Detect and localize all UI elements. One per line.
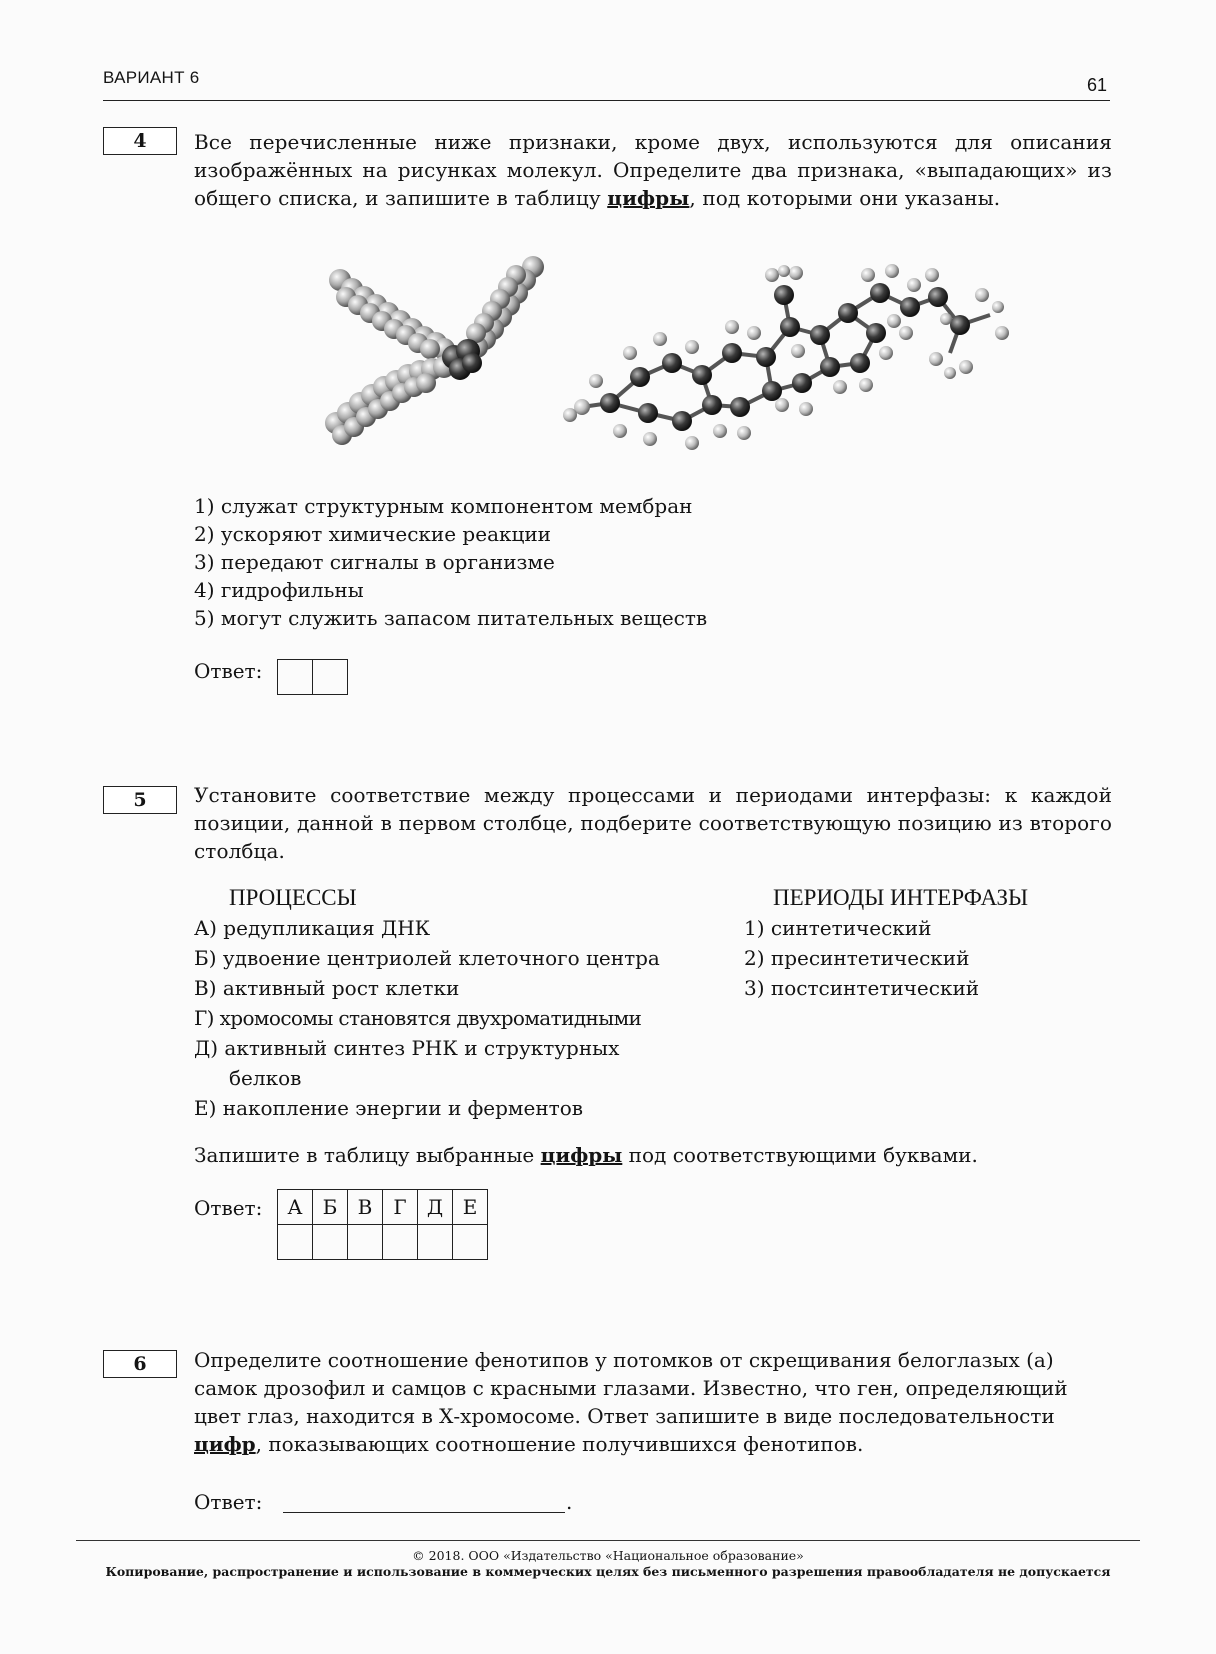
question-4-number: 4 <box>103 127 177 155</box>
header-divider <box>103 100 1110 101</box>
process-b: Б) удвоение центриолей клеточного центра <box>194 946 660 970</box>
footer-divider <box>76 1540 1140 1541</box>
period-2: 2) пресинтетический <box>744 946 970 970</box>
q4-answer-cell-2[interactable] <box>313 660 348 695</box>
lipid-molecule <box>325 256 544 445</box>
q4-option-5: 5) могут служить запасом питательных веществ <box>194 606 708 630</box>
footer-copyright: © 2018. ООО «Издательство «Национальное образование» <box>412 1548 804 1563</box>
process-d: Д) активный синтез РНК и структурных <box>194 1036 620 1060</box>
q5-answer-label: Ответ: <box>194 1196 263 1220</box>
q5-answer-cell-v[interactable] <box>348 1225 383 1260</box>
question-5-number: 5 <box>103 786 177 814</box>
q5-instruction-after: под соответствующими буквами. <box>622 1143 978 1167</box>
steroid-molecule <box>563 264 1009 450</box>
q4-answer-label: Ответ: <box>194 659 263 683</box>
process-d-continued: белков <box>229 1066 302 1090</box>
q6-line-4 <box>194 1430 863 1458</box>
q6-line-1: Определите соотношение фенотипов у потомков от скрещивания белоглазых (а) <box>194 1348 1054 1372</box>
q5-letter-g: Г <box>383 1190 418 1225</box>
q5-answer-cell-e[interactable] <box>453 1225 488 1260</box>
q5-letter-v: В <box>348 1190 383 1225</box>
q6-answer-tail: . <box>566 1490 573 1514</box>
page-number: 61 <box>1087 75 1108 95</box>
q4-text-after: , под которыми они указаны. <box>689 186 1001 210</box>
q5-instruction <box>194 1141 978 1169</box>
process-v: В) активный рост клетки <box>194 976 460 1000</box>
q4-option-3: 3) передают сигналы в организме <box>194 550 555 574</box>
process-g: Г) хромосомы становятся двухроматидными <box>194 1006 642 1030</box>
q4-option-2: 2) ускоряют химические реакции <box>194 522 552 546</box>
variant-label: ВАРИАНТ 6 <box>103 68 200 87</box>
q6-answer-line[interactable] <box>283 1512 565 1513</box>
process-a: А) редупликация ДНК <box>194 916 431 940</box>
q4-option-1: 1) служат структурным компонентом мембран <box>194 494 693 518</box>
q4-option-4: 4) гидрофильны <box>194 578 364 602</box>
q5-instruction-emph: цифры <box>540 1143 623 1167</box>
period-3: 3) постсинтетический <box>744 976 980 1000</box>
q5-letter-d: Д <box>418 1190 453 1225</box>
q5-letter-a: А <box>278 1190 313 1225</box>
q5-letter-b: Б <box>313 1190 348 1225</box>
q6-line-4-rest: , показывающих соотношение получившихся фенотипов. <box>255 1432 864 1456</box>
molecules-figure <box>320 235 1010 485</box>
q5-answer-cell-b[interactable] <box>313 1225 348 1260</box>
q5-answer-cell-d[interactable] <box>418 1225 453 1260</box>
period-1: 1) синтетический <box>744 916 932 940</box>
q6-answer-label: Ответ: <box>194 1490 263 1514</box>
q4-text-before: Все перечисленные ниже признаки, кроме двух, используются для описания изображённых на рисунках молекул. Определите два признака, «выпадающих» из общего списка, и запишите в таблицу <box>194 130 1112 210</box>
q5-answer-cell-a[interactable] <box>278 1225 313 1260</box>
q5-answer-table <box>277 1189 488 1260</box>
q6-line-2: самок дрозофил и самцов с красными глазами. Известно, что ген, определяющий <box>194 1376 1068 1400</box>
q5-answer-cell-g[interactable] <box>383 1225 418 1260</box>
q4-answer-cell-1[interactable] <box>278 660 313 695</box>
question-5-text: Установите соответствие между процессами и периодами интерфазы: к каждой позиции, данной в первом столбце, подберите соответствующую позицию из второго столбца. <box>194 783 1112 863</box>
q5-instruction-before: Запишите в таблицу выбранные <box>194 1143 541 1167</box>
q6-emph: цифр <box>194 1432 256 1456</box>
q5-letter-e: Е <box>453 1190 488 1225</box>
q4-answer-table <box>277 659 348 695</box>
processes-header: ПРОЦЕССЫ <box>229 885 357 910</box>
question-4-text <box>194 128 1112 212</box>
process-e: Е) накопление энергии и ферментов <box>194 1096 584 1120</box>
q4-text-emph: цифры <box>607 186 690 210</box>
periods-header: ПЕРИОДЫ ИНТЕРФАЗЫ <box>773 885 1029 910</box>
question-6-number: 6 <box>103 1350 177 1378</box>
footer-notice: Копирование, распространение и использование в коммерческих целях без письменного разрешения правообладателя не допускается <box>105 1564 1111 1579</box>
q6-line-3: цвет глаз, находится в Х-хромосоме. Ответ запишите в виде последовательности <box>194 1404 1055 1428</box>
